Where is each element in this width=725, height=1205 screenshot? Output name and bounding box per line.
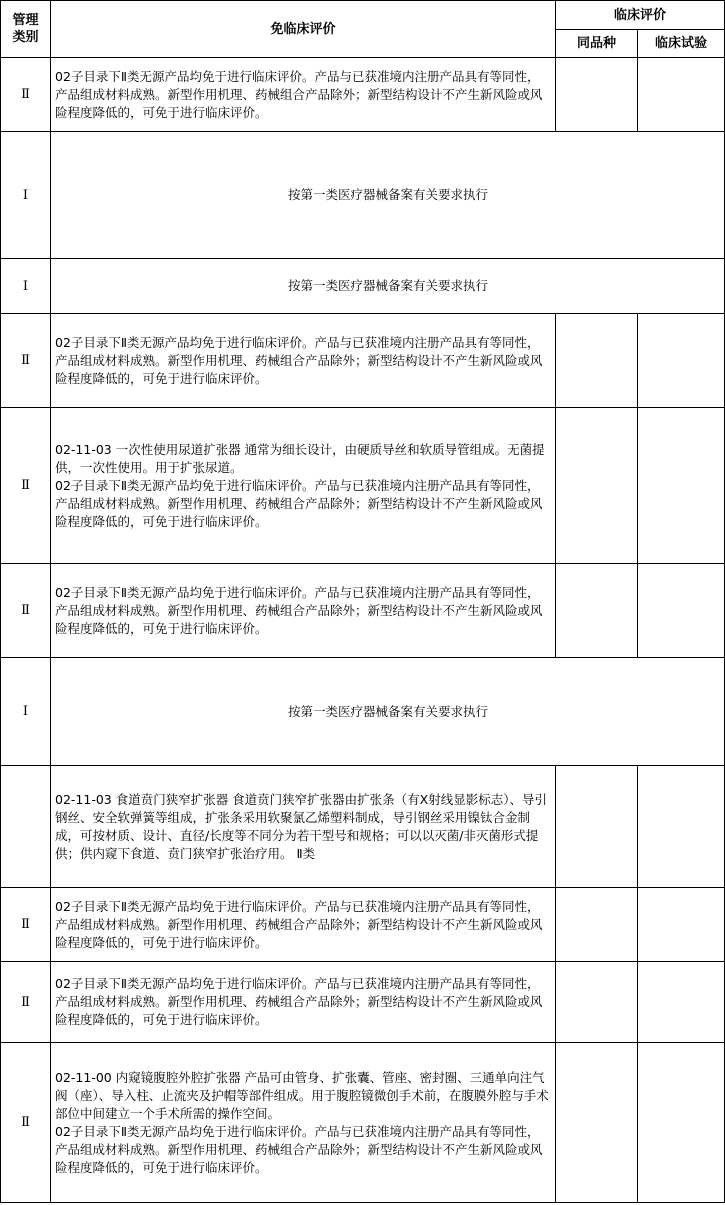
header-clinical-trial: 临床试验	[638, 30, 725, 58]
exemption-description-cell: 02-11-03 食道贲门狭窄扩张器 食道贲门狭窄扩张器由扩张条（有X射线显影标志）、导引钢丝、安全软弹簧等组成，扩张条采用软聚氯乙烯塑料制成，导引钢丝采用镍钛合金制成，可按材质、设计、直径/长度等不同分为若干型号和规格；可以以灭菌/非灭菌形式提供；供内窥下食道、贲门狭窄扩张治疗用。 Ⅱ类	[51, 766, 556, 888]
same-kind-cell	[556, 962, 638, 1043]
clinical-trial-cell	[638, 58, 725, 132]
exemption-description-cell: 02-11-00 内窥镜腹腔外腔扩张器 产品可由管身、扩张囊、管座、密封圈、三通单向注气阀（座）、导入柱、止流夹及护帽等部件组成。用于腹腔镜微创手术前，在腹膜外腔与手术部位中间建立一个手术所需的操作空间。 02子目录下Ⅱ类无源产品均免于进行临床评价。产品与已获准境内注册产品具有等同性，产品组成材料成熟。新型作用机理、药械组合产品除外；新型结构设计不产生新风险或风险程度降低的，可免于进行临床评价。	[51, 1043, 556, 1203]
table-row	[1, 259, 725, 314]
header-management-category: 管理 类别	[1, 1, 51, 58]
exemption-description-cell: 02-11-03 一次性使用尿道扩张器 通常为细长设计，由硬质导丝和软质导管组成。无菌提供，一次性使用。用于扩张尿道。 02子目录下Ⅱ类无源产品均免于进行临床评价。产品与已获准境内注册产品具有等同性，产品组成材料成熟。新型作用机理、药械组合产品除外；新型结构设计不产生新风险或风险程度降低的，可免于进行临床评价。	[51, 408, 556, 564]
management-class-cell: Ⅱ	[1, 564, 51, 658]
table-row	[1, 564, 725, 658]
same-kind-cell	[556, 408, 638, 564]
management-class-cell: Ⅱ	[1, 888, 51, 962]
filing-requirement-cell: 按第一类医疗器械备案有关要求执行	[51, 259, 725, 314]
same-kind-cell	[556, 314, 638, 408]
clinical-trial-cell	[638, 564, 725, 658]
management-class-cell: Ⅰ	[1, 658, 51, 766]
table-row	[1, 314, 725, 408]
table-row	[1, 962, 725, 1043]
header-same-kind: 同品种	[556, 30, 638, 58]
exemption-description-cell: 02子目录下Ⅱ类无源产品均免于进行临床评价。产品与已获准境内注册产品具有等同性，产品组成材料成熟。新型作用机理、药械组合产品除外；新型结构设计不产生新风险或风险程度降低的，可免于进行临床评价。	[51, 58, 556, 132]
clinical-trial-cell	[638, 888, 725, 962]
table-row	[1, 132, 725, 259]
management-class-cell: Ⅱ	[1, 58, 51, 132]
management-class-cell: Ⅱ	[1, 408, 51, 564]
clinical-trial-cell	[638, 1043, 725, 1203]
management-class-cell: Ⅱ	[1, 1043, 51, 1203]
management-class-cell: Ⅰ	[1, 259, 51, 314]
same-kind-cell	[556, 58, 638, 132]
table-row	[1, 766, 725, 888]
filing-requirement-cell: 按第一类医疗器械备案有关要求执行	[51, 658, 725, 766]
table-row	[1, 658, 725, 766]
management-class-cell: Ⅱ	[1, 314, 51, 408]
exemption-description-cell: 02子目录下Ⅱ类无源产品均免于进行临床评价。产品与已获准境内注册产品具有等同性，产品组成材料成熟。新型作用机理、药械组合产品除外；新型结构设计不产生新风险或风险程度降低的，可免于进行临床评价。	[51, 962, 556, 1043]
same-kind-cell	[556, 1043, 638, 1203]
management-class-cell	[1, 766, 51, 888]
table-row	[1, 888, 725, 962]
header-exempt-clinical-evaluation: 免临床评价	[51, 1, 556, 58]
same-kind-cell	[556, 564, 638, 658]
clinical-trial-cell	[638, 962, 725, 1043]
exemption-description-cell: 02子目录下Ⅱ类无源产品均免于进行临床评价。产品与已获准境内注册产品具有等同性，产品组成材料成熟。新型作用机理、药械组合产品除外；新型结构设计不产生新风险或风险程度降低的，可免于进行临床评价。	[51, 314, 556, 408]
exemption-description-cell: 02子目录下Ⅱ类无源产品均免于进行临床评价。产品与已获准境内注册产品具有等同性，产品组成材料成熟。新型作用机理、药械组合产品除外；新型结构设计不产生新风险或风险程度降低的，可免于进行临床评价。	[51, 564, 556, 658]
management-class-cell: Ⅰ	[1, 132, 51, 259]
same-kind-cell	[556, 888, 638, 962]
exemption-description-cell: 02子目录下Ⅱ类无源产品均免于进行临床评价。产品与已获准境内注册产品具有等同性，产品组成材料成熟。新型作用机理、药械组合产品除外；新型结构设计不产生新风险或风险程度降低的，可免于进行临床评价。	[51, 888, 556, 962]
clinical-trial-cell	[638, 408, 725, 564]
management-class-cell: Ⅱ	[1, 962, 51, 1043]
clinical-trial-cell	[638, 766, 725, 888]
header-clinical-evaluation: 临床评价	[556, 1, 725, 30]
table-row	[1, 408, 725, 564]
table-row	[1, 58, 725, 132]
same-kind-cell	[556, 766, 638, 888]
filing-requirement-cell: 按第一类医疗器械备案有关要求执行	[51, 132, 725, 259]
table-row	[1, 1043, 725, 1203]
clinical-trial-cell	[638, 314, 725, 408]
